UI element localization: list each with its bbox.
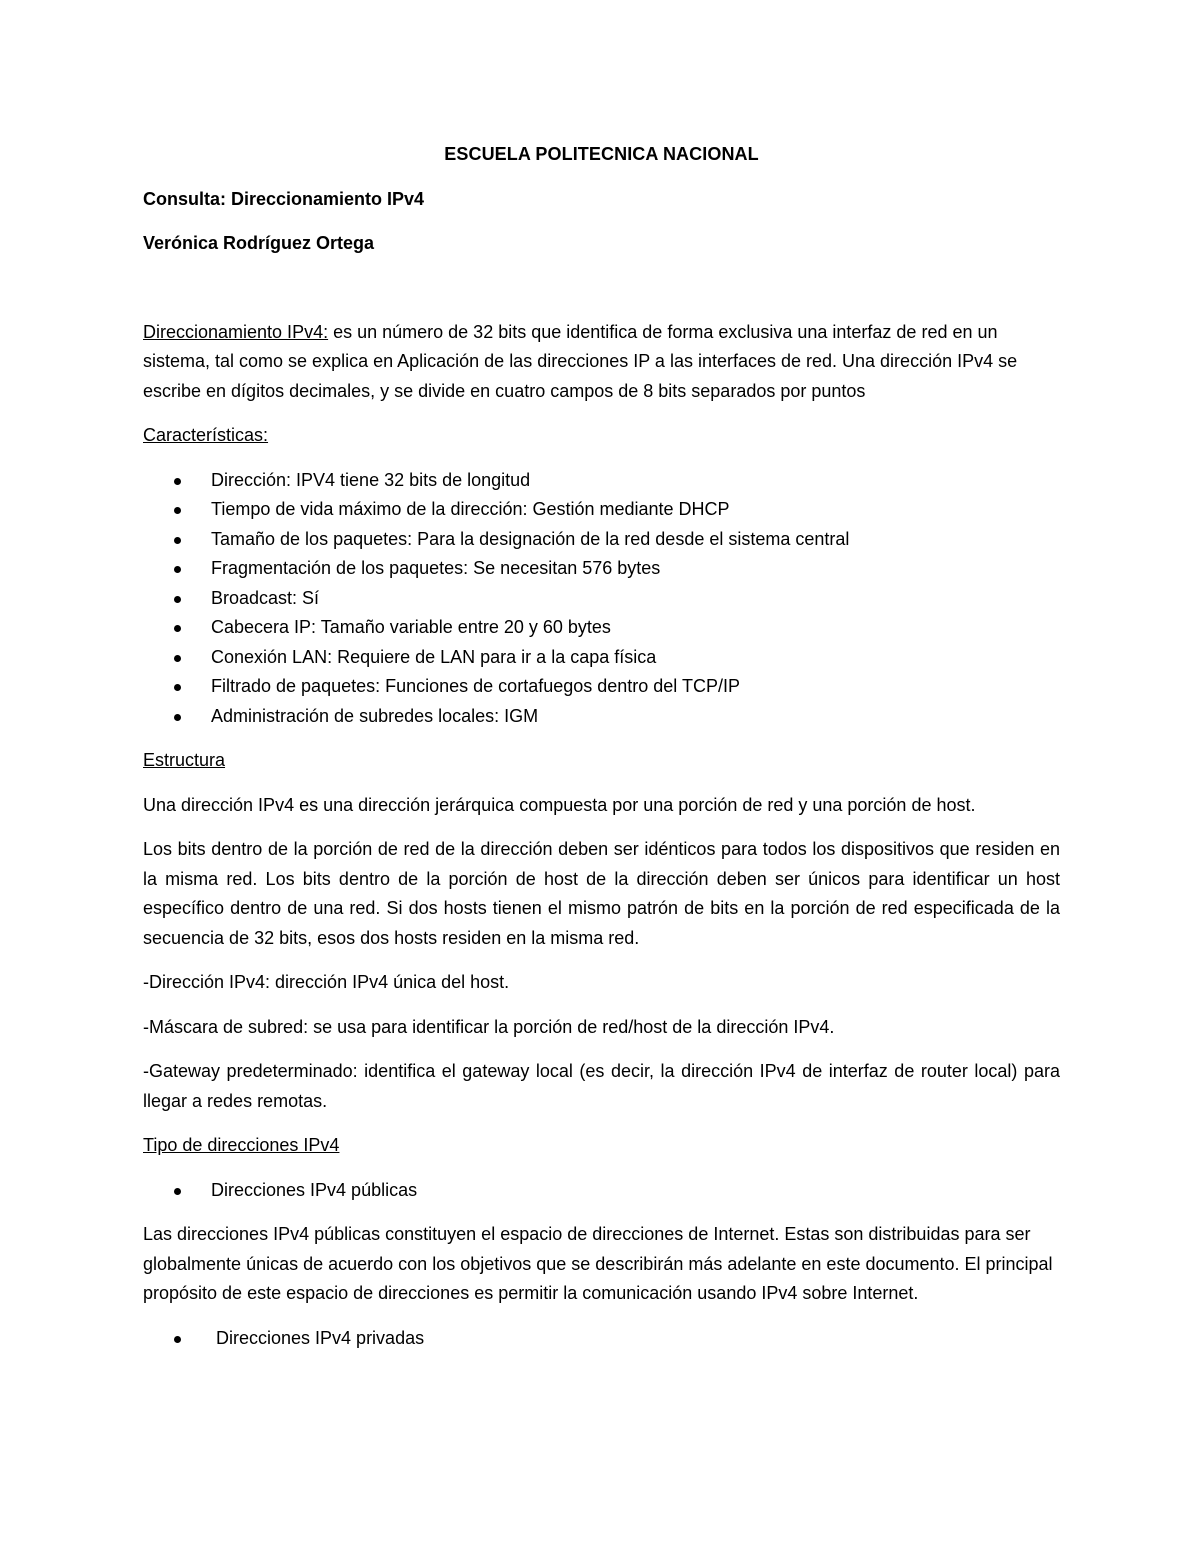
- spacer: [143, 274, 1060, 318]
- caracteristicas-list: [143, 466, 1060, 732]
- bullet-icon: [174, 537, 181, 544]
- estructura-paragraph-1: Una dirección IPv4 es una dirección jerárquica compuesta por una porción de red y una porción de host.: [143, 794, 976, 815]
- list-item: [143, 584, 1060, 614]
- list-item: [143, 495, 1060, 525]
- bullet-icon: [174, 566, 181, 573]
- bullet-icon: [174, 625, 181, 632]
- estructura-paragraph-2: Los bits dentro de la porción de red de la dirección deben ser idénticos para todos los dispositivos que residen en la misma red. Los bits dentro de la porción de host de la dirección deben ser únicos para identificar un host específico dentro de una red. Si dos hosts tienen el mismo patrón de bits en la porción de red especificada de la secuencia de 32 bits, esos dos hosts residen en la misma red.: [143, 839, 1060, 948]
- bullet-icon: [174, 596, 181, 603]
- list-item-text: Fragmentación de los paquetes: Se necesitan 576 bytes: [211, 558, 661, 578]
- list-item: [143, 702, 1060, 732]
- estructura-gateway-line: -Gateway predeterminado: identifica el gateway local (es decir, la dirección IPv4 de interfaz de router local) para llegar a redes remotas.: [143, 1061, 1060, 1111]
- intro-text: es un número de 32 bits que identifica de forma exclusiva una interfaz de red en un sistema, tal como se explica en Aplicación de las direcciones IP a las interfaces de red. Una dirección IPv4 se escribe en dígitos decimales, y se divide en cuatro campos de 8 bits separados por puntos: [143, 321, 1018, 401]
- bullet-icon: [174, 655, 181, 662]
- caracteristicas-heading: Características:: [143, 425, 269, 445]
- bullet-icon: [174, 714, 181, 721]
- author-name: Verónica Rodríguez Ortega: [143, 233, 375, 253]
- list-item: [143, 1324, 1060, 1354]
- estructura-heading: Estructura: [143, 750, 226, 770]
- bullet-icon: [174, 478, 181, 485]
- list-item: [143, 613, 1060, 643]
- list-item-text: Conexión LAN: Requiere de LAN para ir a la capa física: [211, 646, 657, 667]
- publicas-list: [143, 1176, 1060, 1206]
- document-title: ESCUELA POLITECNICA NACIONAL: [444, 144, 759, 164]
- list-item-text: Direcciones IPv4 públicas: [211, 1179, 418, 1200]
- list-item-text: Cabecera IP: Tamaño variable entre 20 y 60 bytes: [211, 617, 611, 637]
- list-item: [143, 525, 1060, 555]
- publicas-paragraph: Las direcciones IPv4 públicas constituyen el espacio de direcciones de Internet. Estas son distribuidas para ser globalmente únicas de acuerdo con los objetivos que se describirán más adelante en este documento. El principal propósito de este espacio de direcciones es permitir la comunicación usando IPv4 sobre Internet.: [143, 1224, 1053, 1303]
- privadas-list: [143, 1324, 1060, 1354]
- bullet-icon: [174, 1188, 181, 1195]
- list-item: [143, 643, 1060, 673]
- list-item: [143, 466, 1060, 496]
- bullet-icon: [174, 1336, 181, 1343]
- bullet-icon: [174, 684, 181, 691]
- intro-paragraph: [143, 318, 1060, 407]
- list-item: [143, 554, 1060, 584]
- list-item-text: Filtrado de paquetes: Funciones de cortafuegos dentro del TCP/IP: [211, 676, 740, 696]
- subject-line: Consulta: Direccionamiento IPv4: [143, 188, 425, 209]
- document-page: [143, 140, 1060, 1368]
- tipos-heading: Tipo de direcciones IPv4: [143, 1135, 340, 1155]
- list-item-text: Broadcast: Sí: [211, 587, 320, 608]
- bullet-icon: [174, 507, 181, 514]
- list-item: [143, 672, 1060, 702]
- list-item-text: Dirección: IPV4 tiene 32 bits de longitud: [211, 469, 531, 490]
- list-item-text: Administración de subredes locales: IGM: [211, 705, 539, 726]
- intro-term: Direccionamiento IPv4:: [143, 321, 329, 342]
- estructura-address-line: -Dirección IPv4: dirección IPv4 única del host.: [143, 972, 510, 992]
- estructura-mask-line: -Máscara de subred: se usa para identificar la porción de red/host de la dirección IPv4.: [143, 1016, 835, 1037]
- list-item-text: Tamaño de los paquetes: Para la designación de la red desde el sistema central: [211, 528, 850, 549]
- list-item: [143, 1176, 1060, 1206]
- list-item-text: Tiempo de vida máximo de la dirección: Gestión mediante DHCP: [211, 499, 730, 519]
- list-item-text: Direcciones IPv4 privadas: [216, 1327, 425, 1348]
